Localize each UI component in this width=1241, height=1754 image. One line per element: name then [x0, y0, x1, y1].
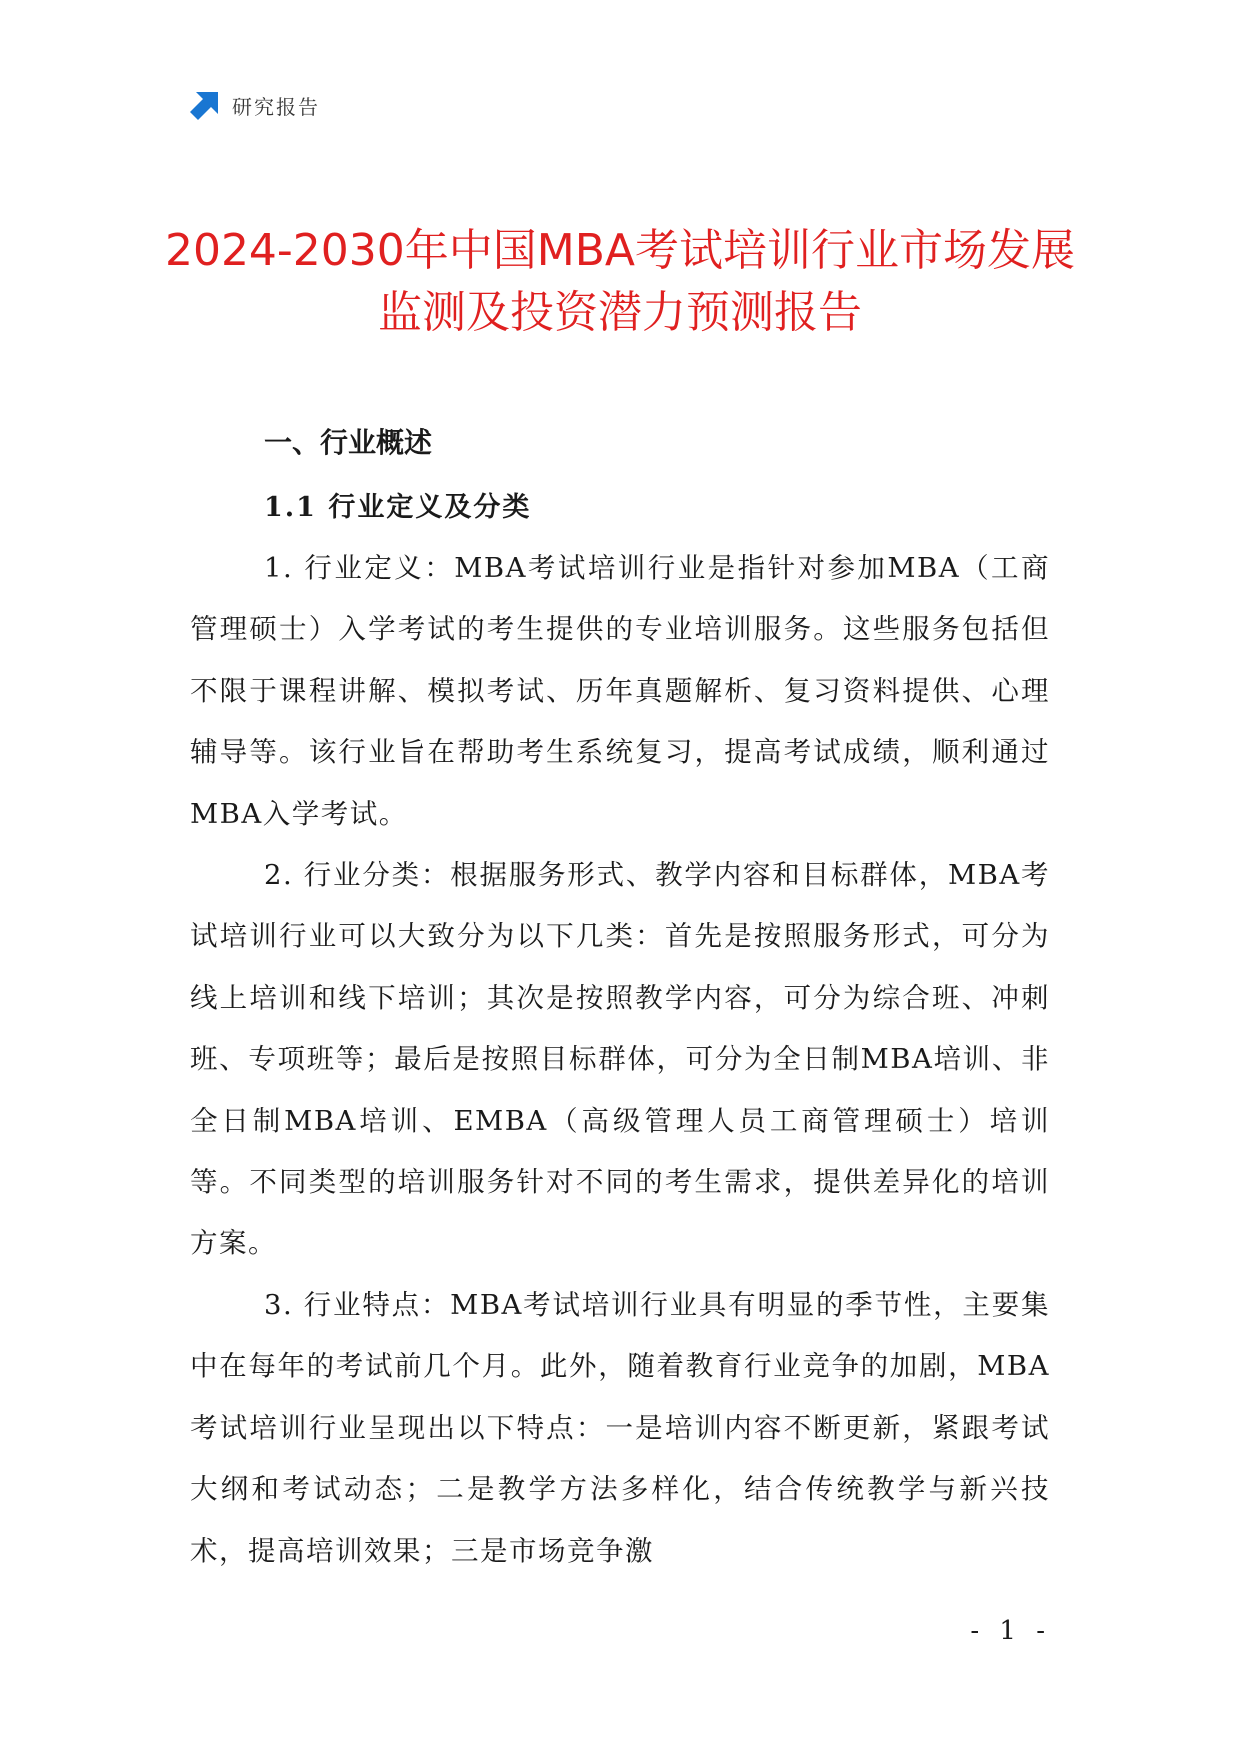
page-number: - 1 - — [970, 1616, 1051, 1646]
document-title: 2024-2030年中国MBA考试培训行业市场发展监测及投资潜力预测报告 — [164, 225, 1076, 338]
sub-heading: 1.1 行业定义及分类 — [264, 492, 532, 523]
section-heading: 一、行业概述 — [264, 426, 433, 459]
paragraph-definition: 1. 行业定义：MBA考试培训行业是指针对参加MBA（工商管理硕士）入学考试的考生提供的专业培训服务。这些服务包括但不限于课程讲解、模拟考试、历年真题解析、复习资料提供、心理辅导等。该行业旨在帮助考生系统复习，提高考试成绩，顺利通过MBA入学考试。 — [190, 552, 1050, 830]
header-label: 研究报告 — [232, 94, 320, 119]
paragraph-characteristics: 3. 行业特点：MBA考试培训行业具有明显的季节性，主要集中在每年的考试前几个月。此外，随着教育行业竞争的加剧，MBA考试培训行业呈现出以下特点：一是培训内容不断更新，紧跟考试大纲和考试动态；二是教学方法多样化，结合传统教学与新兴技术，提高培训效果；三是市场竞争激 — [190, 1288, 1050, 1567]
page-header — [190, 90, 320, 120]
arrow-up-right-icon — [190, 90, 220, 120]
paragraph-classification: 2. 行业分类：根据服务形式、教学内容和目标群体，MBA考试培训行业可以大致分为以下几类：首先是按照服务形式，可分为线上培训和线下培训；其次是按照教学内容，可分为综合班、冲刺班、专项班等；最后是按照目标群体，可分为全日制MBA培训、非全日制MBA培训、EMBA（高级管理人员工商管理硕士）培训等。不同类型的培训服务针对不同的考生需求，提供差异化的培训方案。 — [190, 859, 1050, 1260]
document-body — [190, 418, 1050, 1582]
